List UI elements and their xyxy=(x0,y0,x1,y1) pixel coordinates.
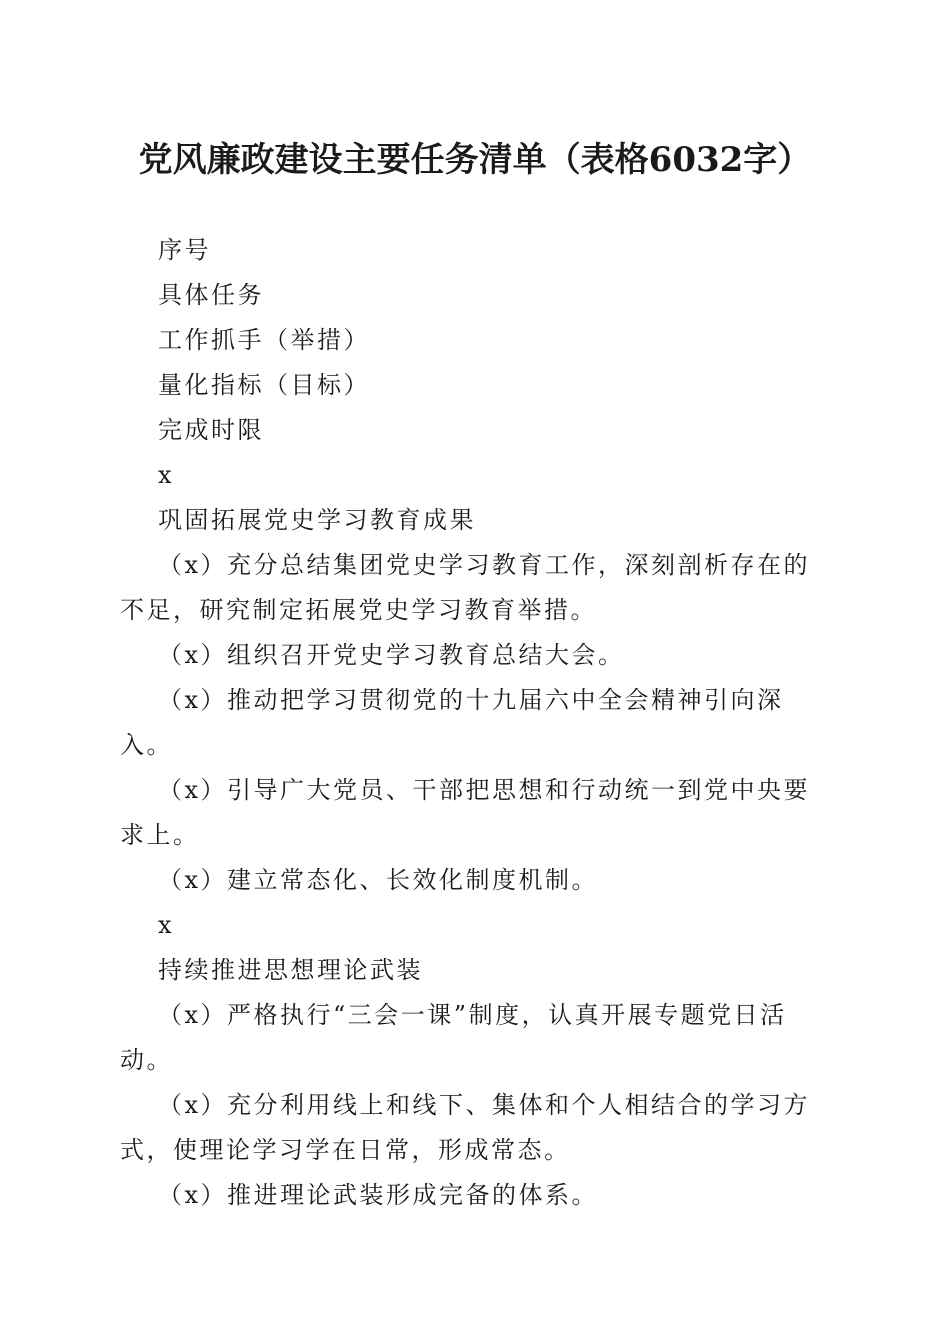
paragraph-task-title: 巩固拓展党史学习教育成果 xyxy=(158,506,476,534)
paragraph-measure: （x）推进理论武装形成完备的体系。 xyxy=(158,1181,599,1209)
paragraph-measure: （x）推动把学习贯彻党的十九届六中全会精神引向深入。 xyxy=(120,686,784,759)
document-title: 党风廉政建设主要任务清单（表格6032字） xyxy=(138,140,812,180)
paragraph-header-task: 具体任务 xyxy=(158,281,264,309)
paragraph-header-deadline: 完成时限 xyxy=(158,416,264,444)
paragraph-measure: （x）充分利用线上和线下、集体和个人相结合的学习方式，使理论学习学在日常，形成常态。 xyxy=(120,1091,811,1164)
paragraph-measure: （x）引导广大党员、干部把思想和行动统一到党中央要求上。 xyxy=(120,776,811,849)
paragraph-task-title: 持续推进思想理论武装 xyxy=(158,956,423,984)
paragraph-measure: （x）严格执行“三会一课”制度，认真开展专题党日活动。 xyxy=(120,1001,787,1074)
paragraph-header-measures: 工作抓手（举措） xyxy=(158,326,370,354)
paragraph-measure: （x）建立常态化、长效化制度机制。 xyxy=(158,866,599,894)
paragraph-header-targets: 量化指标（目标） xyxy=(158,371,370,399)
paragraph-measure: （x）充分总结集团党史学习教育工作，深刻剖析存在的不足，研究制定拓展党史学习教育举措。 xyxy=(120,551,811,624)
paragraph-item-number: x xyxy=(158,911,175,939)
paragraph-measure: （x）组织召开党史学习教育总结大会。 xyxy=(158,641,625,669)
paragraph-header-seq: 序号 xyxy=(158,236,211,264)
paragraph-item-number: x xyxy=(158,461,175,489)
document-body xyxy=(120,228,835,1218)
